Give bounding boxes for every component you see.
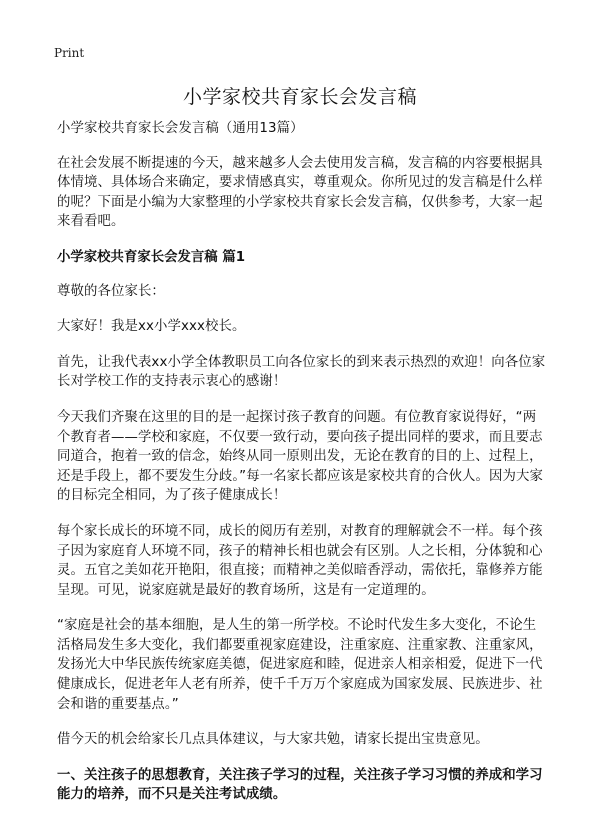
paragraph-quote: “家庭是社会的基本细胞，是人生的第一所学校。不论时代发生多大变化，不论生活格局发生多大变化，我们都要重视家庭建设，注重家庭、注重家教、注重家风，发扬光大中华民族传统家庭美德，促进家庭和睦，促进亲人相亲相爱，促进下一代健康成长，促进老年人老有所养，使千千万万个家庭成为国家发展、民族进步、社会和谐的重要基点。” [57,618,543,712]
section-heading: 小学家校共育家长会发言稿 篇1 [57,249,246,265]
paragraph-environment: 每个家长成长的环境不同，成长的阅历有差别，对教育的理解就会不一样。每个孩子因为家庭育人环境不同，孩子的精神长相也就会有区别。人之长相，分体貌和心灵。五官之美如花开艳阳，很直接；而精神之美似暗香浮动，需依托，靠修养方能呈现。可见，说家庭就是最好的教育场所，这是有一定道理的。 [57,523,543,598]
document-body [57,119,547,821]
intro-paragraph: 在社会发展不断提速的今天，越来越多人会去使用发言稿，发言稿的内容要根据具体情境、具体场合来确定，要求情感真实，尊重观众。你所见过的发言稿是什么样的呢？下面是小编为大家整理的小学家校共育家长会发言稿，仅供参考，大家一起来看看吧。 [57,155,543,230]
print-link[interactable]: Print [54,46,85,60]
point-one: 一、关注孩子的思想教育，关注孩子学习的过程，关注孩子学习习惯的养成和学习能力的培养，而不只是关注考试成绩。 [57,767,543,803]
paragraph-greeting: 尊敬的各位家长： [57,283,165,299]
paragraph-welcome: 首先，让我代表xx小学全体教职员工向各位家长的到来表示热烈的欢迎！向各位家长对学校工作的支持表示衷心的感谢！ [57,354,546,390]
paragraph-purpose: 今天我们齐聚在这里的目的是一起探讨孩子教育的问题。有位教育家说得好，“两个教育者——学校和家庭，不仅要一致行动，要向孩子提出同样的要求，而且要志同道合，抱着一致的信念，始终从同一原则出发，无论在教育的目的上、过程上，还是手段上，都不要发生分歧。”每一名家长都应该是家校共育的合伙人。因为大家的目标完全相同，为了孩子健康成长！ [57,409,543,504]
document-title: 小学家校共育家长会发言稿 [182,86,417,108]
document-subtitle: 小学家校共育家长会发言稿（通用13篇） [57,121,304,136]
paragraph-suggestions: 借今天的机会给家长几点具体建议，与大家共勉，请家长提出宝贵意见。 [57,732,489,748]
paragraph-self-intro: 大家好！我是xx小学xxx校长。 [57,319,246,335]
